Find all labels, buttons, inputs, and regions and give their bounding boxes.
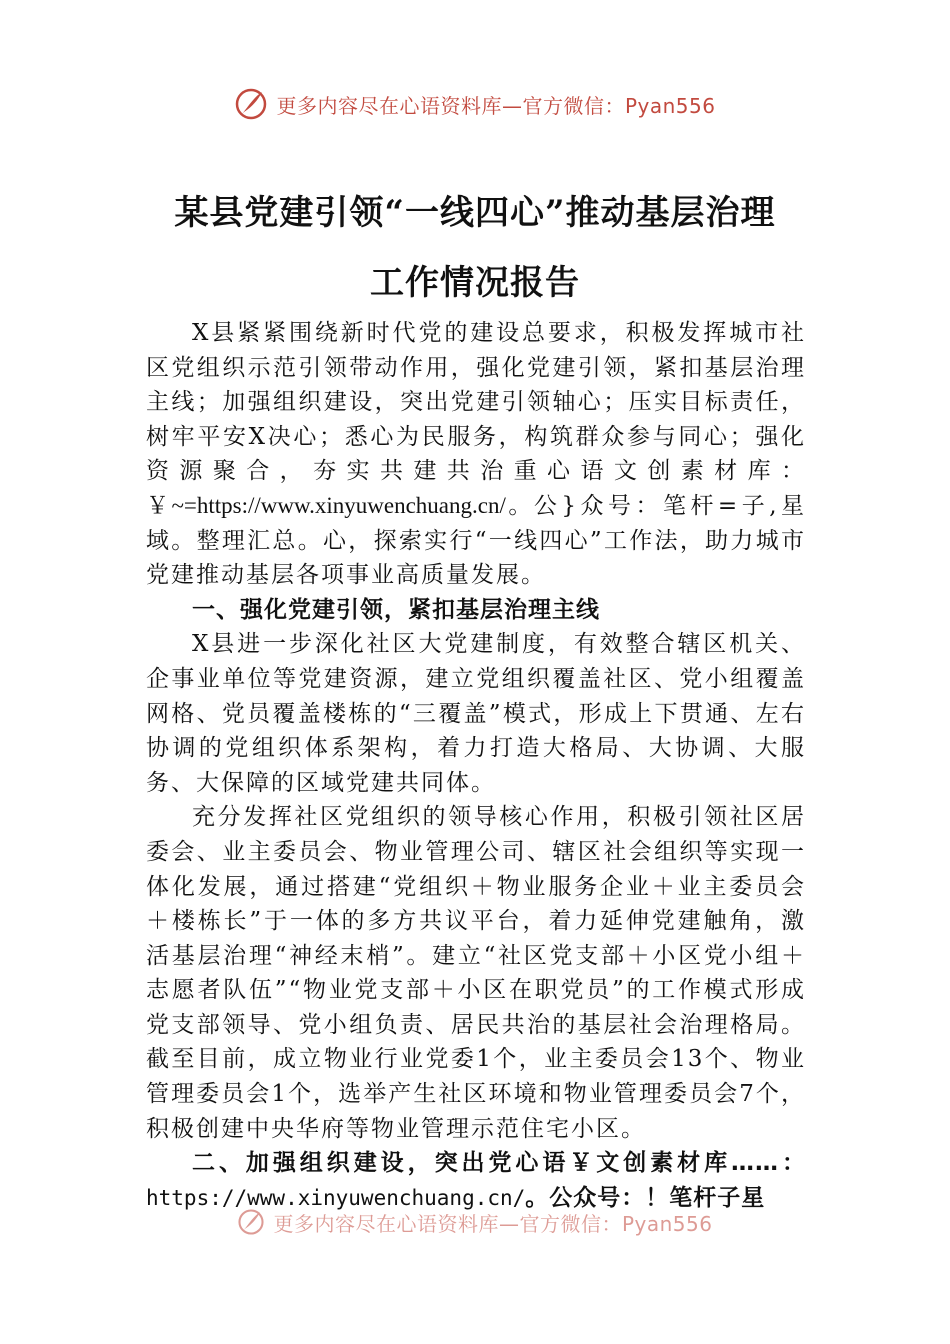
section-heading-2-url: https://www.xinyuwenchuang.cn/ — [146, 1185, 526, 1210]
paragraph-intro-text: X县紧紧围绕新时代党的建设总要求，积极发挥城市社区党组织示范引领带动作用，强化党建引领，紧扣基层治理主线；加强组织建设，突出党建引领轴心；压实目标责任，树牢平安X决心；悉心为民服务，构筑群众参与同心；强化资源聚合，夯实共建共治重心语文创素材库： — [146, 320, 806, 485]
section-heading-2-text: 二、加强组织建设，突出党心语￥文创素材库……： — [192, 1150, 806, 1177]
watermark-footer — [0, 1205, 950, 1239]
document-title-line-2: 工作情况报告 — [370, 263, 580, 303]
paragraph-intro-tail: 公}众号：笔杆=子,星域。整理汇总。心，探索实行“一线四心”工作法，助力城市党建推动基层各项事业高质量发展。 — [146, 492, 806, 589]
watermark-text: 更多内容尽在心语资料库—官方微信：Pyan556 — [276, 93, 716, 118]
document-title-line-1: 某县党建引领“一线四心”推动基层治理 — [174, 193, 776, 233]
paragraph-section1-a: X县进一步深化社区大党建制度，有效整合辖区机关、企事业单位等党建资源，建立党组织覆盖社区、党小组覆盖网格、党员覆盖楼栋的“三覆盖”模式，形成上下贯通、左右协调的党组织体系架构，着力打造大格局、大协调、大服务、大保障的区域党建共同体。 — [146, 631, 806, 796]
document-body — [146, 316, 806, 1215]
watermark-header — [0, 84, 950, 124]
section-heading-2-tail: 。公众号：！笔杆子星 — [525, 1184, 766, 1211]
watermark-text: 更多内容尽在心语资料库—官方微信：Pyan556 — [273, 1211, 713, 1236]
section-heading-1: 一、强化党建引领，紧扣基层治理主线 — [192, 596, 600, 623]
paragraph-section1-b: 充分发挥社区党组织的领导核心作用，积极引领社区居委会、业主委员会、物业管理公司、辖区社会组织等实现一体化发展，通过搭建“党组织＋物业服务企业＋业主委员会＋楼栋长”于一体的多方共议平台，着力延伸党建触角，激活基层治理“神经末梢”。建立“社区党支部＋小区党小组＋志愿者队伍”“物业党支部＋小区在职党员”的工作模式形成党支部领导、党小组负责、居民共治的基层社会治理格局。截至目前，成立物业行业党委1个，业主委员会13个、物业管理委员会1个，选举产生社区环境和物业管理委员会7个，积极创建中央华府等物业管理示范住宅小区。 — [146, 804, 806, 1142]
quill-logo-icon — [237, 1208, 265, 1236]
quill-logo-icon — [234, 87, 268, 121]
paragraph-intro-url: ￥~=https://www.xinyuwenchuang.cn/。 — [146, 492, 534, 518]
paragraph-intro — [146, 316, 806, 593]
